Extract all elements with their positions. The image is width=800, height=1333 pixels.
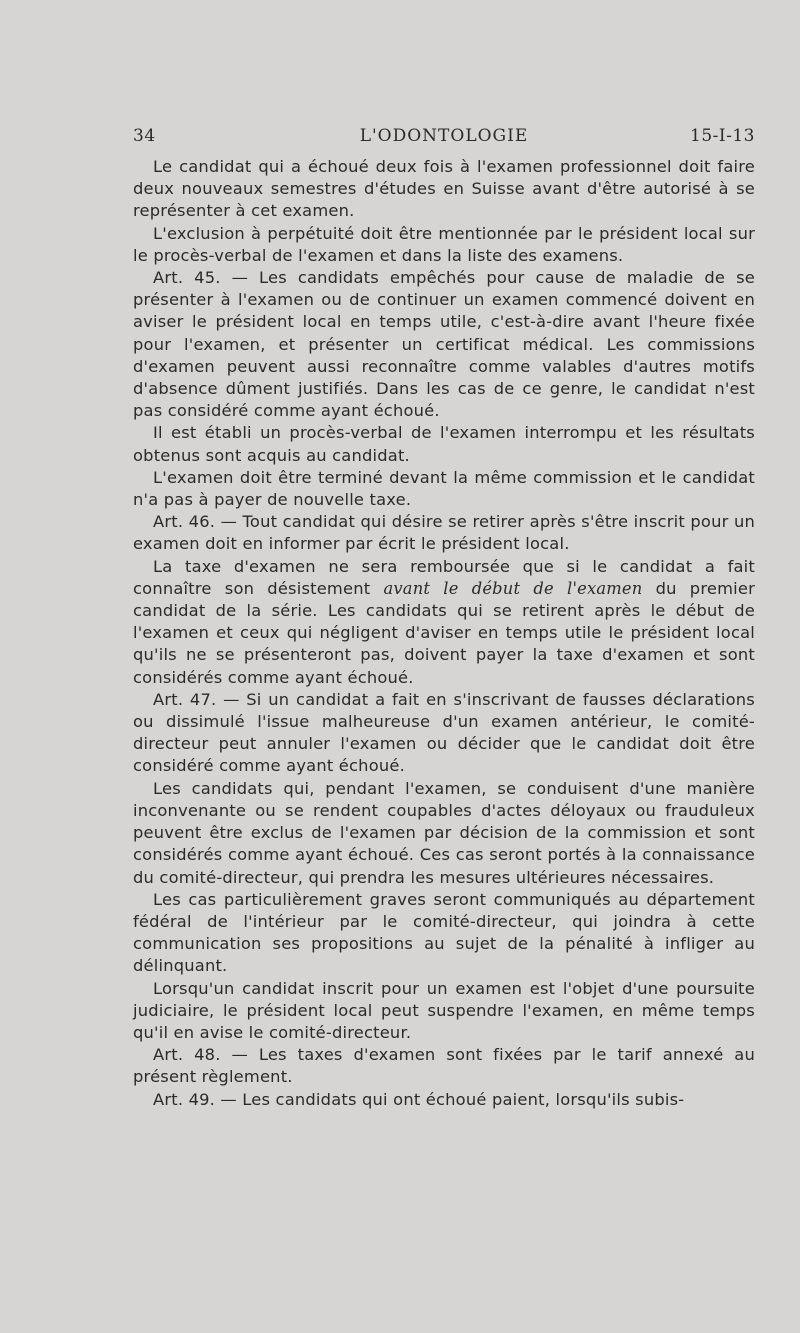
paragraph: Le candidat qui a échoué deux fois à l'examen professionnel doit faire deux nouveaux semestres d'études en Suisse avant d'être autorisé à se représenter à cet examen.	[133, 157, 755, 221]
paragraph-art-45: Art. 45. — Les candidats empêchés pour cause de maladie de se présenter à l'examen ou de continuer un examen commencé doivent en aviser le président local en temps utile, c'est-à-dire avant l'heure fixée pour l'examen, et présenter un certificat médical. Les commissions d'examen peuvent aussi reconnaître comme valables d'autres motifs d'absence dûment justifiés. Dans les cas de ce genre, le candidat n'est pas considéré comme ayant échoué.	[133, 268, 755, 421]
journal-title: L'ODONTOLOGIE	[359, 126, 529, 146]
italic-phrase: avant le début de l'examen	[383, 578, 643, 598]
paragraph-art-49: Art. 49. — Les candidats qui ont échoué paient, lorsqu'ils subis-	[153, 1089, 685, 1109]
paragraph-art-47: Art. 47. — Si un candidat a fait en s'inscrivant de fausses déclarations ou dissimulé l'issue malheureuse d'un examen antérieur, le comité-directeur peut annuler l'examen ou décider que le candidat doit être considéré comme ayant échoué.	[133, 689, 755, 776]
issue-date: 15-I-13	[690, 126, 755, 146]
paragraph: Lorsqu'un candidat inscrit pour un examen est l'objet d'une poursuite judiciaire, le président local peut suspendre l'examen, en même temps qu'il en avise le comité-directeur.	[133, 978, 755, 1042]
paragraph: Les candidats qui, pendant l'examen, se conduisent d'une manière inconvenante ou se rendent coupables d'actes déloyaux ou frauduleux peuvent être exclus de l'examen par décision de la commission et sont considérés comme ayant échoué. Ces cas seront portés à la connaissance du comité-directeur, qui prendra les mesures ultérieures nécessaires.	[133, 778, 755, 887]
running-header	[133, 126, 755, 152]
paragraph: L'exclusion à perpétuité doit être mentionnée par le président local sur le procès-verbal de l'examen et dans la liste des examens.	[133, 223, 755, 265]
paragraph-text: du premier candidat de la série. Les candidats qui se retirent après le début de l'examen et ceux qui négligent d'aviser en temps utile le président local qu'ils ne se présenteront pas, doivent payer la taxe d'examen et sont considérés comme ayant échoué.	[133, 578, 755, 687]
paragraph-art-48: Art. 48. — Les taxes d'examen sont fixées par le tarif annexé au présent règlement.	[133, 1045, 755, 1087]
paragraph: L'examen doit être terminé devant la même commission et le candidat n'a pas à payer de nouvelle taxe.	[133, 467, 755, 510]
paragraph: Il est établi un procès-verbal de l'examen interrompu et les résultats obtenus sont acquis au candidat.	[133, 423, 755, 465]
paragraph	[133, 556, 755, 689]
body-text	[133, 156, 755, 1111]
paragraph-text: La taxe d'examen ne sera remboursée que si le candidat a fait connaître son désistement	[133, 556, 755, 598]
page-number: 34	[133, 126, 156, 146]
paragraph: Les cas particulièrement graves seront communiqués au département fédéral de l'intérieur par le comité-directeur, qui joindra à cette communication ses propositions au sujet de la pénalité à infliger au délinquant.	[133, 889, 755, 976]
paragraph-art-46: Art. 46. — Tout candidat qui désire se retirer après s'être inscrit pour un examen doit en informer par écrit le président local.	[133, 512, 755, 554]
